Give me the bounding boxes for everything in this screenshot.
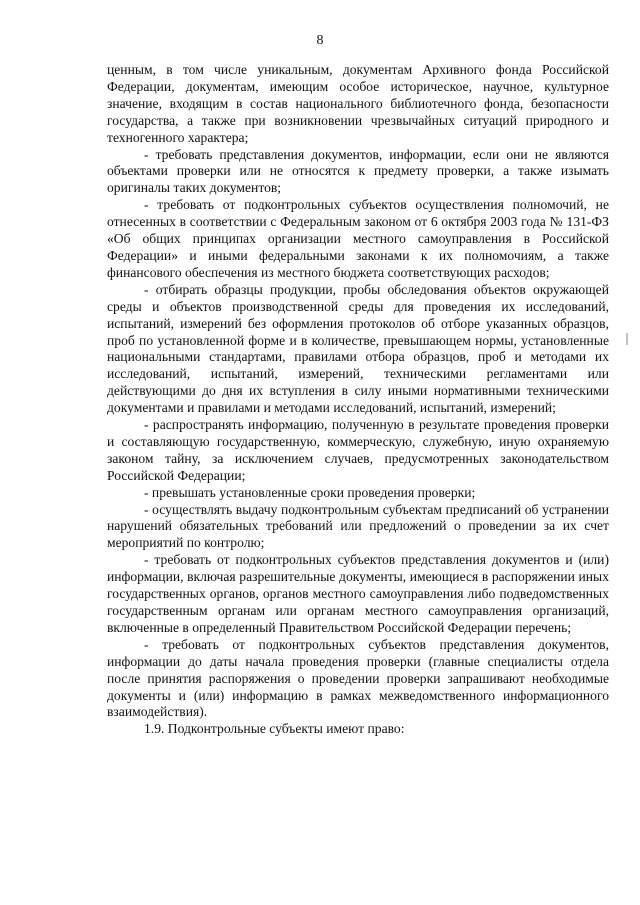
scan-mark — [626, 333, 628, 345]
page-number: 8 — [316, 33, 324, 48]
list-item: - отбирать образцы продукции, пробы обследования объектов окружающей среды и объектов производственной среды для проведения их исследований, испытаний, измерений без оформления протоколов об отборе указанных образцов, проб по установленной форме и в количестве, превышающем нормы, установленные национальными стандартами, правилами отбора образцов, проб и методами их исследований, испытаний, измерений, техническими регламентами или действующими до дня их вступления в силу иными нормативными техническими документами и правилами и методами исследований, испытаний, измерений; — [107, 281, 609, 416]
list-item: - превышать установленные сроки проведения проверки; — [144, 484, 476, 500]
list-item: - требовать представления документов, информации, если они не являются объектами проверки или не относятся к предмету проверки, а также изымать оригиналы таких документов; — [107, 146, 609, 196]
paragraph: ценным, в том числе уникальным, документам Архивного фонда Российской Федерации, документам, имеющим особое историческое, научное, культурное значение, входящим в состав национального библиотечного фонда, безопасности государства, а также при возникновении чрезвычайных ситуаций природного и техногенного характера; — [107, 62, 609, 145]
list-item: - осуществлять выдачу подконтрольным субъектам предписаний об устранении нарушений обязательных требований или предложений о проведении за их счет мероприятий по контролю; — [107, 501, 609, 551]
list-item: - требовать от подконтрольных субъектов осуществления полномочий, не отнесенных в соответствии с Федеральным законом от 6 октября 2003 года № 131-ФЗ «Об общих принципах организации местного самоуправления в Российской Федерации» и иными федеральными законами к их полномочиям, а также финансового обеспечения из местного бюджета соответствующих расходов; — [107, 197, 609, 280]
document-body — [107, 62, 609, 738]
list-item: - требовать от подконтрольных субъектов представления документов и (или) информации, включая разрешительные документы, имеющиеся в распоряжении иных государственных органов, органов местного самоуправления либо подведомственных государственным органам или органам местного самоуправления организаций, включенные в определенный Правительством Российской Федерации перечень; — [107, 552, 609, 635]
section-heading: 1.9. Подконтрольные субъекты имеют право: — [144, 721, 405, 737]
list-item: - требовать от подконтрольных субъектов представления документов, информации до даты начала проведения проверки (главные специалисты отдела после принятия распоряжения о проведении проверки запрашивают необходимые документы и (или) информацию в рамках межведомственного информационного взаимодействия). — [107, 636, 609, 720]
list-item: - распространять информацию, полученную в результате проведения проверки и составляющую государственную, коммерческую, служебную, иную охраняемую законом тайну, за исключением случаев, предусмотренных законодательством Российской Федерации; — [107, 417, 609, 483]
